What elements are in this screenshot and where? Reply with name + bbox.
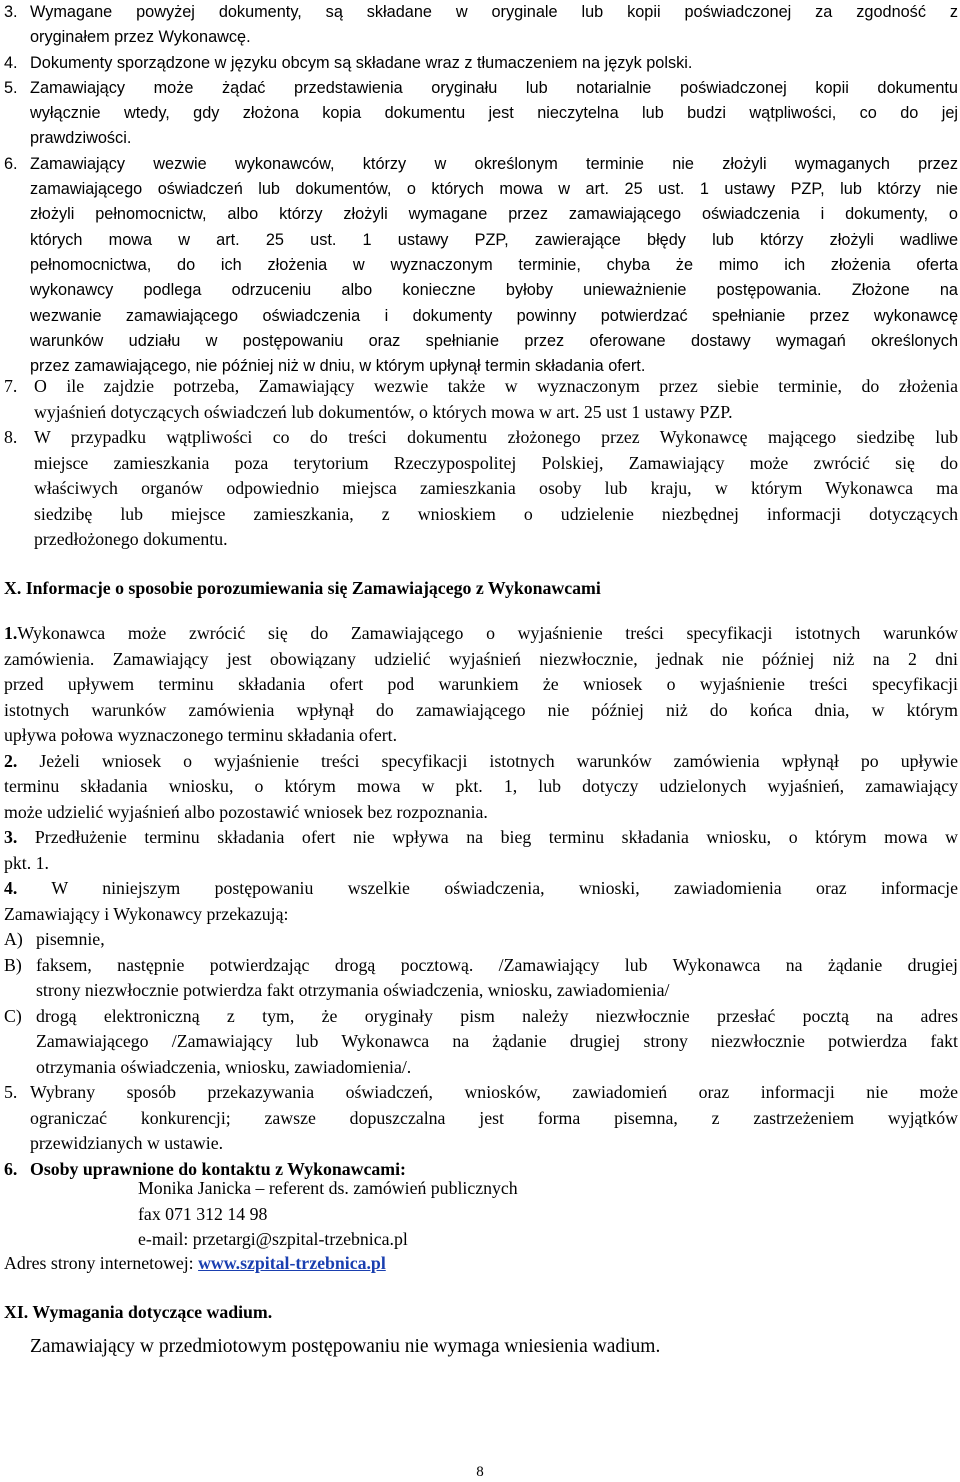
item-line: przez zamawiającego, nie później niż w dniu, w którym upłynął termin składania ofert.	[30, 357, 646, 376]
paragraph-line: Przedłużenie terminu składania ofert nie wpływa na bieg terminu składania wniosku, o którym mowa w	[34, 827, 958, 847]
list-item	[4, 152, 958, 380]
website-label: Adres strony internetowej:	[4, 1253, 199, 1273]
item-line: O ile zajdzie potrzeba, Zamawiający wezwie także w wyznaczonym przez siebie terminie, do złożenia	[34, 376, 958, 396]
item-number: 3.	[4, 3, 18, 21]
item-line: faksem, następnie potwierdzając drogą pocztową. /Zamawiający lub Wykonawca na żądanie drugiej	[36, 954, 958, 975]
paragraph-number: 2.	[4, 750, 18, 771]
letter-label: C)	[4, 1005, 22, 1026]
item-line: Zamawiający może żądać przedstawienia oryginału lub notarialnie poświadczonej kopii dokumentu	[30, 78, 958, 97]
item-line: drogą elektroniczną z tym, że oryginały pism należy niezwłocznie przesłać pocztą na adres	[36, 1005, 958, 1026]
paragraph-line: istotnych warunków zamówienia wpłynął do zamawiającego nie później niż do końca dnia, w którym	[4, 699, 958, 720]
contact-persons-title: Osoby uprawnione do kontaktu z Wykonawcami:	[30, 1158, 406, 1179]
paragraph-number: 1.	[4, 623, 18, 643]
item-line: Wybrany sposób przekazywania oświadczeń, wniosków, zawiadomień oraz informacji nie może	[30, 1082, 958, 1102]
serif-list	[4, 374, 958, 553]
item-line: zamawiającego oświadczeń lub dokumentów, o których mowa w art. 25 ust. 1 ustawy PZP, lub którzy nie	[30, 180, 958, 199]
item-number: 6.	[4, 1158, 18, 1179]
list-item-a	[4, 927, 958, 953]
letter-label: B)	[4, 954, 22, 975]
paragraph-number: 4.	[4, 878, 18, 898]
item-number: 8.	[4, 427, 18, 447]
paragraph-4	[4, 876, 958, 927]
item-line: strony niezwłocznie potwierdza fakt otrzymania oświadczenia, wniosku, zawiadomienia/	[36, 980, 670, 1000]
section-xi-heading: XI. Wymagania dotyczące wadium.	[4, 1302, 273, 1322]
requirements-list	[4, 0, 958, 379]
letter-label: A)	[4, 929, 23, 949]
contact-details	[138, 1176, 518, 1253]
item-line: przedłożonego dokumentu.	[34, 529, 228, 549]
list-item-5	[4, 1080, 958, 1157]
item-line: Zamawiający wezwie wykonawców, którzy w określonym terminie nie złożyli wymaganych przez	[30, 154, 958, 173]
paragraph-line: może udzielić wyjaśnień albo pozostawić wniosek bez rozpoznania.	[4, 801, 488, 822]
paragraph-line: W niniejszym postępowaniu wszelkie oświadczenia, wnioski, zawiadomienia oraz informacje	[51, 878, 958, 898]
item-number: 7.	[4, 376, 18, 396]
website-link[interactable]: www.szpital-trzebnica.pl	[198, 1253, 386, 1273]
item-line: wyłącznie wtedy, gdy złożona kopia dokumentu jest nieczytelna lub budzi wątpliwości, co do jej	[30, 104, 958, 123]
item-line: których mowa w art. 25 ust. 1 ustawy PZP, zawierające błędy lub którzy złożyli wadliwe	[30, 230, 958, 249]
paragraph-line: Wykonawca może zwrócić się do Zamawiającego o wyjaśnienie treści specyfikacji istotnych warunków	[17, 623, 958, 643]
paragraph-line: upływa połowa wyznaczonego terminu składania ofert.	[4, 725, 398, 745]
section-xi-text: Zamawiający w przedmiotowym postępowaniu nie wymaga wniesienia wadium.	[30, 1336, 661, 1357]
item-line: pisemnie,	[36, 929, 105, 949]
list-item	[4, 425, 958, 553]
list-item-b	[4, 953, 958, 1004]
section-x-heading: X. Informacje o sposobie porozumiewania się Zamawiającego z Wykonawcami	[4, 578, 601, 598]
item-line: miejsce zamieszkania poza terytorium Rzeczypospolitej Polskiej, Zamawiający może zwrócić się do	[34, 452, 958, 473]
page-number: 8	[476, 1464, 484, 1480]
item-line: Zamawiającego /Zamawiający lub Wykonawca na żądanie drugiej strony niezwłocznie potwierdza fakt	[36, 1031, 958, 1051]
item-line: przewidzianych w ustawie.	[30, 1133, 224, 1153]
paragraph-2	[4, 749, 958, 826]
item-line: pełnomocnictwa, do ich złożenia w wyznaczonym terminie, chyba że mimo ich złożenia oferta	[30, 255, 958, 274]
paragraph-line: terminu składania wniosku, o którym mowa w pkt. 1, lub dotyczy udzielonych wyjaśnień, zamawiający	[4, 776, 958, 796]
item-line: warunków udziału w postępowaniu oraz spełnianie przez oferowane dostawy wymagań określonych	[30, 331, 958, 350]
contact-person: Monika Janicka – referent ds. zamówień publicznych	[138, 1178, 518, 1198]
item-line: ograniczać konkurencji; zawsze dopuszczalna jest forma pisemna, z zastrzeżeniem wyjątków	[30, 1107, 958, 1128]
item-line: złożyli pełnomocnictw, albo którzy złożyli wymagane przez zamawiającego oświadczenia i dokumenty, o	[30, 205, 958, 224]
paragraph-line: Jeżeli wniosek o wyjaśnienie treści specyfikacji istotnych warunków zamówienia wpłynął po upływie	[39, 750, 958, 771]
item-number: 4.	[4, 53, 18, 72]
item-line: wezwanie zamawiającego oświadczenia i dokumenty powinny potwierdzać spełnianie przez wykonawcę	[30, 306, 958, 325]
paragraph-line: przed upływem terminu składania ofert pod warunkiem że wniosek o wyjaśnienie treści specyfikacji	[4, 674, 958, 694]
item-line: wykonawcy podlega odrzuceniu albo konieczne byłoby unieważnienie postępowania. Złożone na	[30, 281, 958, 300]
item-number: 6.	[4, 154, 18, 173]
paragraph-number: 3.	[4, 827, 18, 847]
list-item-c	[4, 1004, 958, 1081]
website-line	[4, 1251, 958, 1277]
paragraph-1	[4, 621, 958, 749]
item-line: W przypadku wątpliwości co do treści dokumentu złożonego przez Wykonawcę mającego siedzibę lub	[34, 427, 958, 447]
item-number: 5.	[4, 1082, 18, 1102]
paragraph-line: zamówienia. Zamawiający jest obowiązany udzielić wyjaśnień niezwłocznie, jednak nie później niż na 2 dni	[4, 648, 958, 669]
item-line: prawdziwości.	[30, 129, 132, 148]
item-line: otrzymania oświadczenia, wniosku, zawiadomienia/.	[36, 1056, 412, 1077]
contact-email: e-mail: przetargi@szpital-trzebnica.pl	[138, 1229, 408, 1249]
contact-fax: fax 071 312 14 98	[138, 1203, 268, 1224]
section-x-body	[4, 621, 958, 1182]
list-item	[4, 51, 958, 76]
list-item	[4, 76, 958, 152]
paragraph-line: Zamawiający i Wykonawcy przekazują:	[4, 903, 289, 924]
item-number: 5.	[4, 78, 18, 97]
item-line: siedzibę lub miejsce zamieszkania, z wnioskiem o udzielenie niezbędnej informacji dotyczących	[34, 503, 958, 524]
paragraph-line: pkt. 1.	[4, 852, 49, 873]
item-line: oryginałem przez Wykonawcę.	[30, 28, 251, 47]
list-item	[4, 0, 958, 51]
list-item	[4, 374, 958, 425]
paragraph-3	[4, 825, 958, 876]
item-line: wyjaśnień dotyczących oświadczeń lub dokumentów, o których mowa w art. 25 ust 1 ustawy PZP.	[34, 401, 733, 422]
item-line: Wymagane powyżej dokumenty, są składane w oryginale lub kopii poświadczonej za zgodność z	[30, 3, 958, 21]
item-line: Dokumenty sporządzone w języku obcym są składane wraz z tłumaczeniem na język polski.	[30, 53, 693, 72]
item-line: właściwych organów odpowiednio miejsca zamieszkania osoby lub kraju, w którym Wykonawca ma	[34, 478, 958, 498]
